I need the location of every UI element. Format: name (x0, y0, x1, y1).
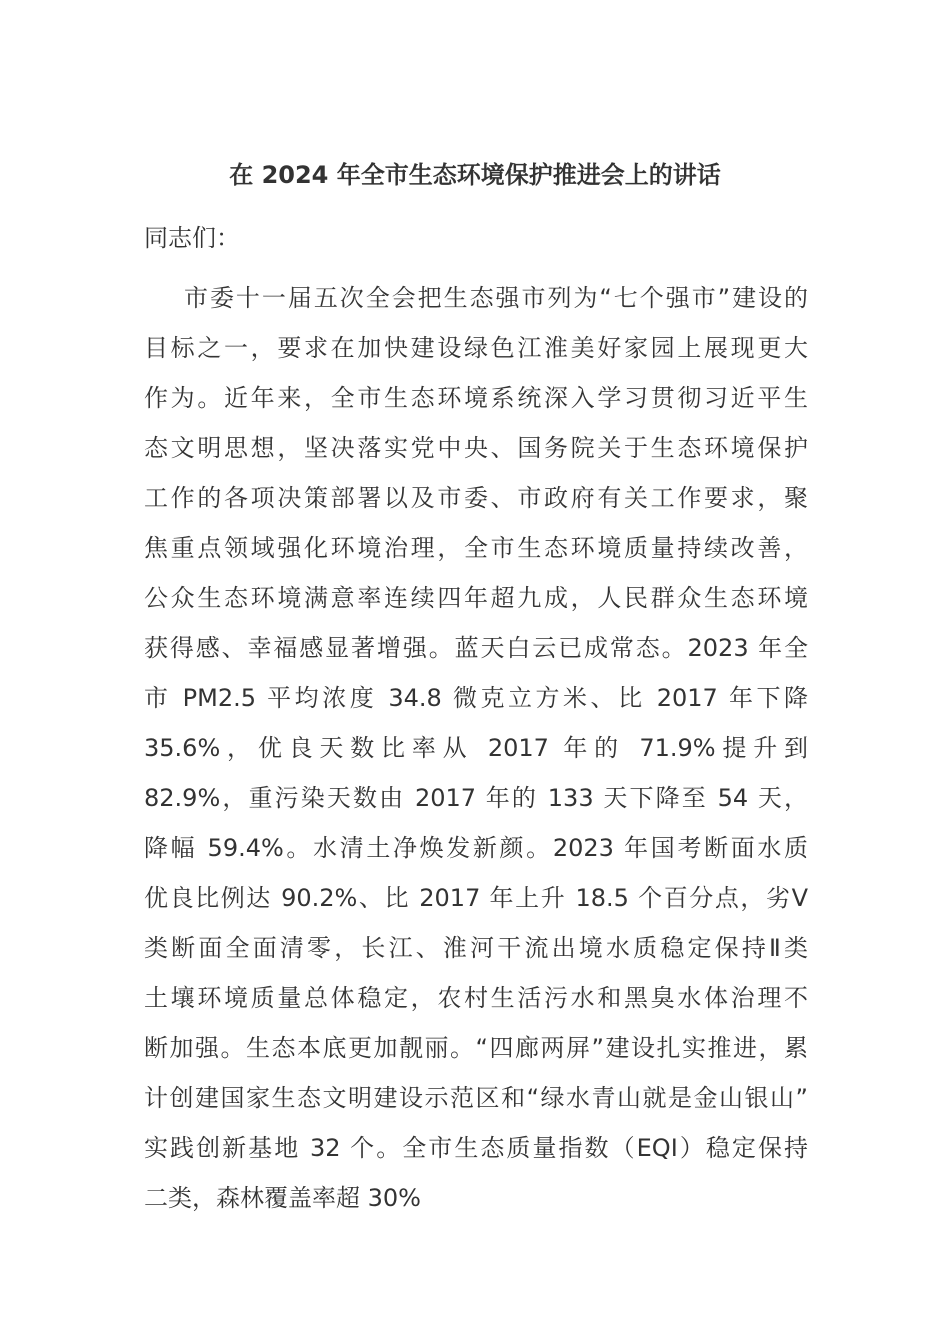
paragraph-line: 优良比例达 90.2%、比 2017 年上升 18.5 个百分点，劣Ⅴ (144, 884, 808, 912)
greeting (144, 213, 808, 263)
paragraph-line: 35.6%，优良天数比率从 2017 年的 71.9%提升到 (144, 734, 808, 762)
paragraph-line: 82.9%，重污染天数由 2017 年的 133 天下降至 54 天， (144, 784, 808, 812)
paragraph-line: 作为。近年来，全市生态环境系统深入学习贯彻习近平生 (144, 384, 808, 412)
paragraph-line: 降幅 59.4%。水清土净焕发新颜。2023 年国考断面水质 (144, 834, 808, 862)
paragraph-line: 态文明思想，坚决落实党中央、国务院关于生态环境保护 (144, 434, 808, 462)
document-title: 在 2024 年全市生态环境保护推进会上的讲话 (229, 161, 721, 189)
paragraph-line: 实践创新基地 32 个。全市生态质量指数（EQI）稳定保持 (144, 1134, 808, 1162)
paragraph-line: 二类，森林覆盖率超 30% (144, 1184, 421, 1212)
paragraph-line: 工作的各项决策部署以及市委、市政府有关工作要求，聚 (144, 484, 808, 512)
paragraph-line: 类断面全面清零，长江、淮河干流出境水质稳定保持Ⅱ类 (144, 934, 808, 962)
paragraph-line: 获得感、幸福感显著增强。蓝天白云已成常态。2023 年全 (144, 634, 808, 662)
paragraph-line: 焦重点领域强化环境治理，全市生态环境质量持续改善， (144, 534, 808, 562)
paragraph-line: 断加强。生态本底更加靓丽。“四廊两屏”建设扎实推进，累 (144, 1034, 808, 1062)
paragraph-line: 目标之一，要求在加快建设绿色江淮美好家园上展现更大 (144, 334, 808, 362)
paragraph-line: 土壤环境质量总体稳定，农村生活污水和黑臭水体治理不 (144, 984, 808, 1012)
paragraph-line: 计创建国家生态文明建设示范区和“绿水青山就是金山银山” (144, 1084, 808, 1112)
paragraph-line: 公众生态环境满意率连续四年超九成，人民群众生态环境 (144, 584, 808, 612)
greeting-line: 同志们： (144, 224, 240, 252)
body-paragraph (144, 273, 808, 1223)
paragraph-line: 市委十一届五次全会把生态强市列为“七个强市”建设的 (184, 284, 808, 312)
paragraph-line: 市 PM2.5 平均浓度 34.8 微克立方米、比 2017 年下降 (144, 684, 808, 712)
